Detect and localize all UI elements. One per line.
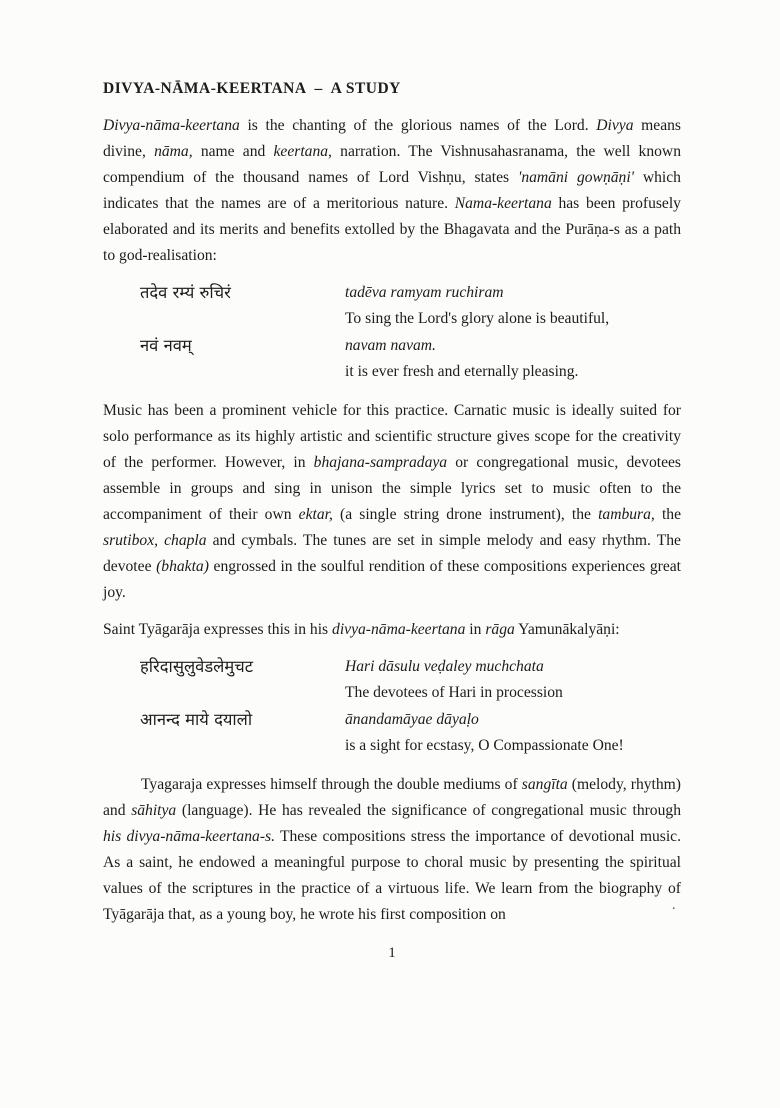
verse-right-column [345,707,681,759]
verse-line [140,333,681,385]
translation-text: is a sight for ecstasy, O Compassionate One! [345,737,624,754]
verse-line [140,280,681,332]
transliteration-text: ānandamāyae dāyaḷo [345,711,479,728]
paragraph-tyagaraja: Tyagaraja expresses himself through the double mediums of sangīta (melody, rhythm) and sāhitya (language). He has revealed the significance of congregational music through his divya-nāma-keertana-s. These compositions stress the importance of devotional music. As a saint, he endowed a meaningful purpose to choral music by presenting the spiritual values of the scriptures in the practice of a virtuous life. We learn from the biography of Tyāgarāja that, as a young boy, he wrote his first composition on [103,776,682,923]
paragraph-saint: Saint Tyāgarāja expresses this in his divya-nāma-keertana in rāga Yamunākalyāṇi: [103,621,620,638]
translation-text: The devotees of Hari in procession [345,684,563,701]
verse-right-column [345,280,681,332]
transliteration-text: Hari dāsulu veḍaley muchchata [345,658,544,675]
scan-artifact-dot: . [672,898,676,913]
verse-block-1 [140,280,681,385]
page-number: 1 [388,945,396,961]
devanagari-text: नवं नवम् [140,336,192,355]
transliteration-text: tadēva ramyam ruchiram [345,284,504,301]
verse-block-2 [140,654,681,759]
translation-text: To sing the Lord's glory alone is beautiful, [345,310,610,327]
devanagari-text: आनन्द माये दयालो [140,710,253,729]
page-title: DIVYA-NĀMA-KEERTANA – A STUDY [103,80,401,97]
transliteration-text: navam navam. [345,337,436,354]
devanagari-text: तदेव रम्यं रुचिरं [140,283,231,302]
paragraph-music: Music has been a prominent vehicle for this practice. Carnatic music is ideally suited for solo performance as its highly artistic and scientific structure gives scope for the creativity of the performer. However, in bhajana-sampradaya or congregational music, devotees assemble in groups and sing in unison the simple lyrics set to music often to the accompaniment of their own ektar, (a single string drone instrument), the tambura, the srutibox, chapla and cymbals. The tunes are set in simple melody and easy rhythm. The devotee (bhakta) engrossed in the soulful rendition of these compositions experiences great joy. [103,402,681,601]
devanagari-text: हरिदासुलुवेडलेमुचट [140,657,254,676]
verse-line [140,654,681,706]
translation-text: it is ever fresh and eternally pleasing. [345,363,579,380]
verse-right-column [345,654,681,706]
verse-line [140,707,681,759]
paragraph-intro: Divya-nāma-keertana is the chanting of the glorious names of the Lord. Divya means divine, nāma, name and keertana, narration. The Vishnusahasranama, the well known compendium of the thousand names of Lord Vishṇu, states 'namāni gowṇāṇi' which indicates that the names are of a meritorious nature. Nama-keertana has been profusely elaborated and its merits and benefits extolled by the Bhagavata and the Purāṇa-s as a path to god-realisation: [103,117,681,264]
verse-right-column [345,333,681,385]
document-page [103,80,681,962]
